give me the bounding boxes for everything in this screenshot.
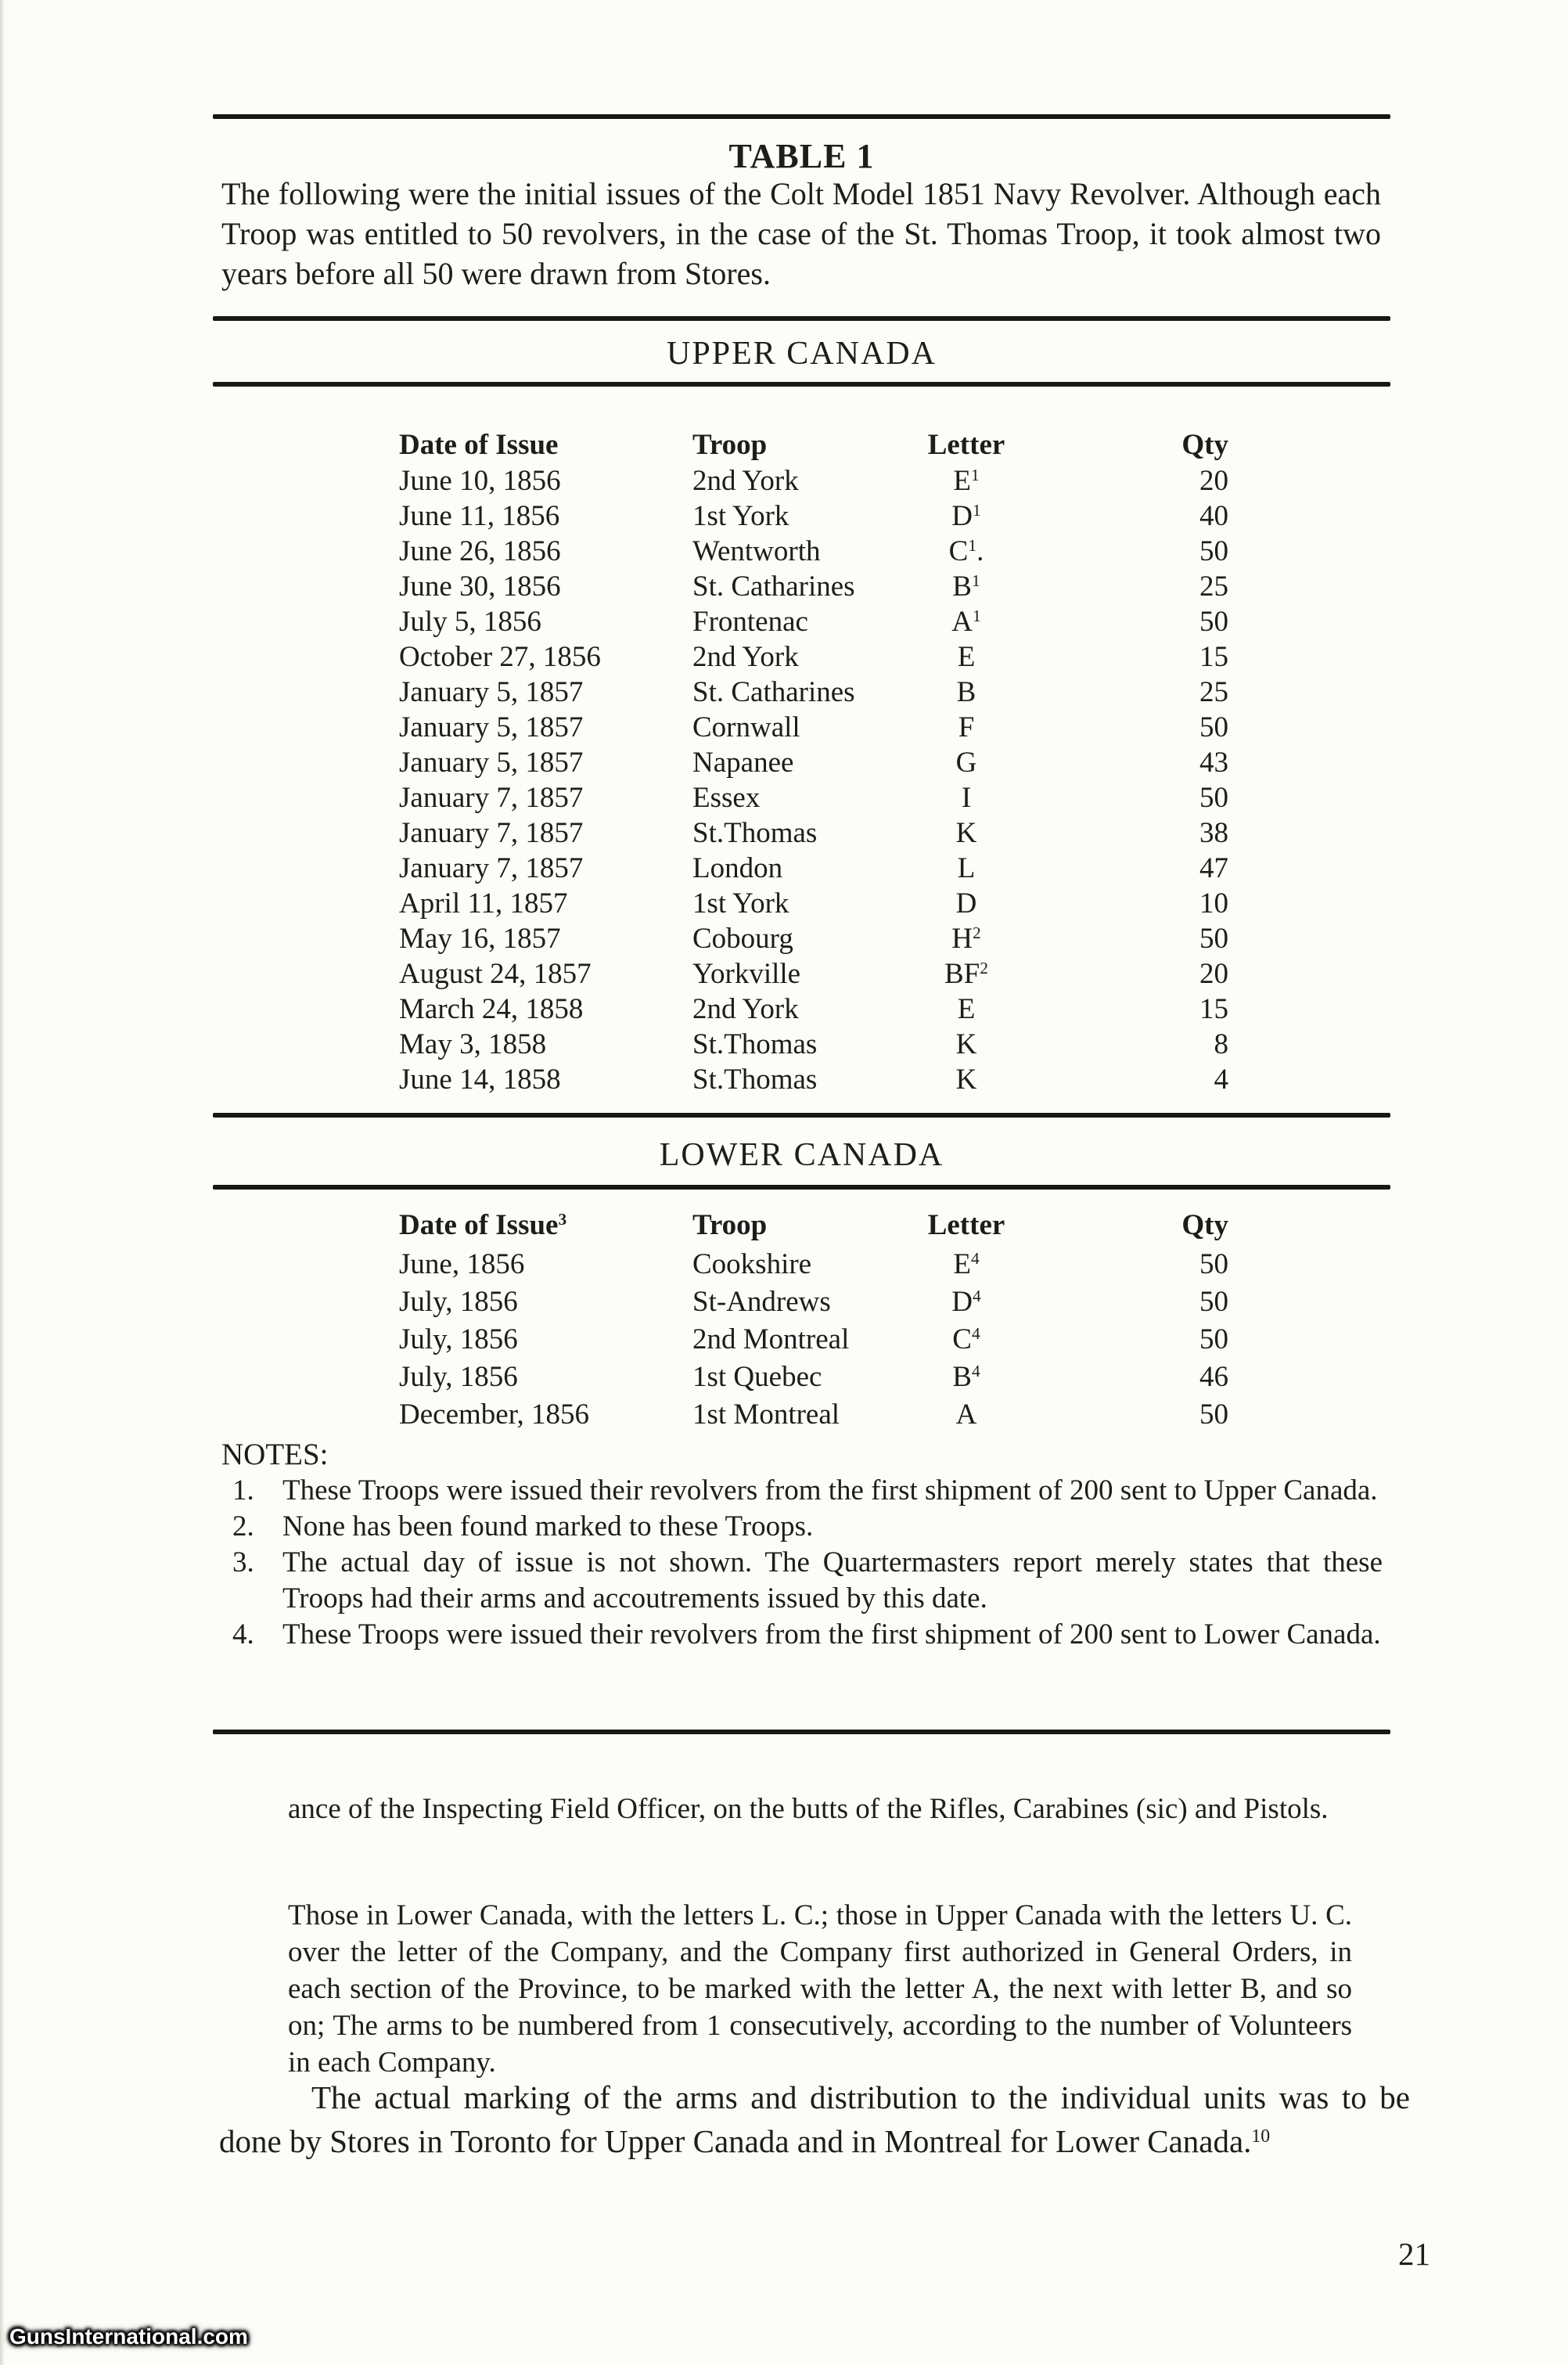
letter-text: E xyxy=(957,993,976,1025)
column-header-date xyxy=(399,1205,692,1246)
letter-text: K xyxy=(955,1064,977,1096)
troop-cell: 2nd York xyxy=(692,465,799,497)
table-row xyxy=(213,1283,1390,1321)
letter-text: I xyxy=(961,782,972,814)
note-item xyxy=(221,1545,1383,1617)
qty-cell: 15 xyxy=(1199,641,1228,673)
letter-text: D xyxy=(951,500,973,532)
note-item xyxy=(221,1473,1383,1509)
troop-cell: St.Thomas xyxy=(692,1064,818,1096)
note-item xyxy=(221,1617,1383,1653)
date-of-issue-cell: March 24, 1858 xyxy=(399,993,584,1025)
letter-text: D xyxy=(955,887,977,920)
date-of-issue-cell: June 30, 1856 xyxy=(399,571,561,603)
date-of-issue-cell: January 5, 1857 xyxy=(399,676,584,708)
letter-cell xyxy=(892,1359,1041,1396)
troop-cell: Cornwall xyxy=(692,711,800,743)
note-text: These Troops were issued their revolvers from the first shipment of 200 sent to Upper Canada. xyxy=(282,1474,1378,1506)
qty-cell: 15 xyxy=(1199,993,1228,1025)
letter-cell xyxy=(892,499,1041,534)
date-of-issue-cell: May 16, 1857 xyxy=(399,923,561,955)
table-row xyxy=(213,675,1390,710)
page-number: 21 xyxy=(1398,2236,1430,2272)
table-row xyxy=(213,1359,1390,1396)
note-number: 2. xyxy=(232,1510,254,1542)
letter-cell xyxy=(892,1062,1041,1097)
letter-text: K xyxy=(955,817,977,849)
troop-cell: 1st Montreal xyxy=(692,1398,840,1431)
letter-cell xyxy=(892,463,1041,499)
closing-text: The actual marking of the arms and distribution to the individual units was to be done by Stores in Toronto for Upper Canada and in Montreal for Lower Canada. xyxy=(219,2079,1410,2159)
letter-cell xyxy=(892,745,1041,780)
horizontal-rule-below-notes xyxy=(213,1730,1390,1734)
table-row xyxy=(213,604,1390,639)
lower-canada-table xyxy=(213,1205,1390,1434)
letter-cell xyxy=(892,851,1041,886)
date-of-issue-cell: June 14, 1858 xyxy=(399,1064,561,1096)
date-of-issue-cell: January 7, 1857 xyxy=(399,817,584,849)
date-of-issue-cell: July, 1856 xyxy=(399,1286,518,1318)
qty-cell: 10 xyxy=(1199,887,1228,920)
qty-cell: 20 xyxy=(1199,958,1228,990)
troop-cell: Napanee xyxy=(692,747,794,779)
troop-cell: Yorkville xyxy=(692,958,801,990)
note-number: 1. xyxy=(232,1474,254,1506)
letter-cell xyxy=(892,992,1041,1027)
watermark-gunsinternational: GunsInternational.com xyxy=(9,2324,248,2349)
table-row xyxy=(213,956,1390,992)
troop-cell: 1st Quebec xyxy=(692,1361,822,1393)
qty-cell: 46 xyxy=(1199,1361,1228,1393)
letter-text: B xyxy=(952,571,972,603)
qty-cell: 38 xyxy=(1199,817,1228,849)
note-number: 3. xyxy=(232,1546,254,1578)
date-of-issue-cell: October 27, 1856 xyxy=(399,641,601,673)
table-row xyxy=(213,815,1390,851)
table-row xyxy=(213,992,1390,1027)
date-of-issue-cell: January 7, 1857 xyxy=(399,852,584,884)
letter-superscript: 2 xyxy=(980,959,988,978)
date-of-issue-cell: June 11, 1856 xyxy=(399,500,560,532)
troop-cell: St.Thomas xyxy=(692,1028,818,1060)
letter-cell xyxy=(892,1246,1041,1283)
letter-cell xyxy=(892,780,1041,815)
letter-text: B xyxy=(956,676,976,708)
date-of-issue-cell: July, 1856 xyxy=(399,1323,518,1355)
troop-cell: Cookshire xyxy=(692,1248,812,1280)
table-title: TABLE 1 xyxy=(728,137,875,175)
note-text: These Troops were issued their revolvers from the first shipment of 200 sent to Lower Canada. xyxy=(282,1618,1381,1650)
letter-text: C xyxy=(952,1323,972,1355)
qty-cell: 50 xyxy=(1199,923,1228,955)
table-row xyxy=(213,710,1390,745)
table-row xyxy=(213,1396,1390,1434)
letter-cell xyxy=(892,604,1041,639)
letter-cell xyxy=(892,710,1041,745)
qty-cell: 25 xyxy=(1199,676,1228,708)
letter-cell xyxy=(892,1283,1041,1321)
column-header-date: Date of Issue xyxy=(399,429,559,461)
letter-cell xyxy=(892,1027,1041,1062)
letter-text: A xyxy=(951,606,973,638)
troop-cell: St. Catharines xyxy=(692,571,855,603)
table-row xyxy=(213,1321,1390,1359)
table-row xyxy=(213,1027,1390,1062)
troop-cell: St. Catharines xyxy=(692,676,855,708)
letter-suffix: . xyxy=(976,535,984,567)
letter-superscript: 1 xyxy=(970,466,980,485)
letter-text: H xyxy=(951,923,973,955)
letter-superscript: 4 xyxy=(970,1249,980,1269)
troop-cell: Cobourg xyxy=(692,923,793,955)
date-of-issue-cell: August 24, 1857 xyxy=(399,958,592,990)
table-row xyxy=(213,921,1390,956)
date-of-issue-cell: June, 1856 xyxy=(399,1248,525,1280)
letter-cell xyxy=(892,1321,1041,1359)
qty-cell: 50 xyxy=(1199,1323,1228,1355)
qty-cell: 20 xyxy=(1199,465,1228,497)
date-of-issue-cell: July 5, 1856 xyxy=(399,606,541,638)
letter-cell xyxy=(892,675,1041,710)
troop-cell: Essex xyxy=(692,782,761,814)
qty-cell: 43 xyxy=(1199,747,1228,779)
letter-cell xyxy=(892,1396,1041,1434)
notes-heading: NOTES: xyxy=(221,1438,329,1471)
table-row xyxy=(213,463,1390,499)
date-of-issue-cell: April 11, 1857 xyxy=(399,887,568,920)
column-header-troop: Troop xyxy=(692,1209,768,1241)
date-of-issue-cell: May 3, 1858 xyxy=(399,1028,547,1060)
letter-superscript: 2 xyxy=(973,923,981,943)
troop-cell: St-Andrews xyxy=(692,1286,831,1318)
letter-cell xyxy=(892,956,1041,992)
body-paragraph-continuation: ance of the Inspecting Field Officer, on the butts of the Rifles, Carabines (sic) and Pistols. xyxy=(288,1793,1329,1825)
qty-cell: 8 xyxy=(1214,1028,1228,1060)
table-row xyxy=(213,886,1390,921)
date-of-issue-cell: July, 1856 xyxy=(399,1361,518,1393)
letter-text: C xyxy=(948,535,969,567)
upper-canada-table xyxy=(213,427,1390,1097)
note-number: 4. xyxy=(232,1618,254,1650)
qty-cell: 50 xyxy=(1199,606,1228,638)
footnote-reference: 10 xyxy=(1251,2126,1271,2147)
letter-text: E xyxy=(957,641,976,673)
note-text: None has been found marked to these Troops. xyxy=(282,1510,814,1542)
table-row xyxy=(213,534,1390,569)
letter-superscript: 4 xyxy=(971,1362,980,1381)
letter-superscript: 1 xyxy=(973,501,981,520)
qty-cell: 50 xyxy=(1199,535,1228,567)
table-row xyxy=(213,499,1390,534)
date-of-issue-cell: December, 1856 xyxy=(399,1398,590,1431)
qty-cell: 50 xyxy=(1199,1286,1228,1318)
table-row xyxy=(213,639,1390,675)
intro-paragraph: The following were the initial issues of the Colt Model 1851 Navy Revolver. Although each Troop was entitled to 50 revolvers, in the case of the St. Thomas Troop, it took almost two years before all 50 were drawn from Stores. xyxy=(221,176,1381,291)
qty-cell: 50 xyxy=(1199,1248,1228,1280)
column-header-letter: Letter xyxy=(927,1209,1005,1241)
troop-cell: 2nd York xyxy=(692,993,799,1025)
column-header-troop: Troop xyxy=(692,429,768,461)
date-of-issue-cell: January 5, 1857 xyxy=(399,747,584,779)
qty-cell: 50 xyxy=(1199,1398,1228,1431)
note-text: The actual day of issue is not shown. The Quartermasters report merely states that these Troops had their arms and accoutrements issued by this date. xyxy=(282,1546,1383,1614)
table-row xyxy=(213,1062,1390,1097)
qty-cell: 47 xyxy=(1199,852,1228,884)
troop-cell: St.Thomas xyxy=(692,817,818,849)
date-header-superscript: 3 xyxy=(558,1210,567,1229)
letter-text: D xyxy=(951,1286,973,1318)
letter-superscript: 1 xyxy=(968,536,977,556)
table-row xyxy=(213,780,1390,815)
letter-cell xyxy=(892,815,1041,851)
section-header-upper-canada: UPPER CANADA xyxy=(667,336,937,372)
date-of-issue-cell: June 26, 1856 xyxy=(399,535,561,567)
letter-text: A xyxy=(955,1398,977,1431)
letter-cell xyxy=(892,921,1041,956)
letter-superscript: 4 xyxy=(973,1287,981,1306)
date-header-text: Date of Issue xyxy=(399,1209,559,1241)
letter-text: E xyxy=(953,1248,971,1280)
qty-cell: 25 xyxy=(1199,571,1228,603)
table-row xyxy=(213,569,1390,604)
lower-table-header-row xyxy=(213,1205,1390,1246)
letter-cell xyxy=(892,569,1041,604)
table-row xyxy=(213,1246,1390,1283)
troop-cell: London xyxy=(692,852,783,884)
letter-superscript: 4 xyxy=(971,1324,980,1344)
letter-superscript: 1 xyxy=(971,571,980,591)
troop-cell: Wentworth xyxy=(692,535,821,567)
troop-cell: 1st York xyxy=(692,887,789,920)
horizontal-rule-below-upper-canada xyxy=(213,382,1390,387)
horizontal-rule-above-lower-canada xyxy=(213,1113,1390,1118)
letter-cell xyxy=(892,639,1041,675)
date-of-issue-cell: January 5, 1857 xyxy=(399,711,584,743)
letter-text: BF xyxy=(944,958,980,990)
note-item xyxy=(221,1509,1383,1545)
column-header-qty: Qty xyxy=(1181,429,1228,461)
table-row xyxy=(213,851,1390,886)
qty-cell: 50 xyxy=(1199,711,1228,743)
date-of-issue-cell: January 7, 1857 xyxy=(399,782,584,814)
troop-cell: Frontenac xyxy=(692,606,808,638)
letter-text: L xyxy=(957,852,976,884)
letter-text: K xyxy=(955,1028,977,1060)
letter-cell xyxy=(892,886,1041,921)
qty-cell: 40 xyxy=(1199,500,1228,532)
horizontal-rule-above-upper-canada xyxy=(213,316,1390,321)
letter-superscript: 1 xyxy=(973,607,981,626)
letter-text: B xyxy=(952,1361,972,1393)
letter-text: G xyxy=(955,747,977,779)
table-row xyxy=(213,745,1390,780)
horizontal-rule-below-lower-canada xyxy=(213,1185,1390,1190)
qty-cell: 4 xyxy=(1214,1064,1228,1096)
scan-edge-shadow xyxy=(0,0,5,2365)
letter-text: E xyxy=(953,465,971,497)
troop-cell: 2nd York xyxy=(692,641,799,673)
column-header-letter: Letter xyxy=(927,429,1005,461)
column-header-qty: Qty xyxy=(1181,1209,1228,1241)
troop-cell: 2nd Montreal xyxy=(692,1323,850,1355)
horizontal-rule-top xyxy=(213,114,1390,119)
notes-section xyxy=(221,1437,1383,1653)
upper-table-header-row xyxy=(213,427,1390,463)
troop-cell: 1st York xyxy=(692,500,789,532)
body-paragraph-closing xyxy=(219,2075,1410,2163)
body-paragraph-marking-scheme: Those in Lower Canada, with the letters L. C.; those in Upper Canada with the letters U. C. over the letter of the Company, and the Company first authorized in General Orders, in each section of the Province, to be marked with the letter A, the next with letter B, and so on; The arms to be numbered from 1 consecutively, according to the number of Volunteers in each Company. xyxy=(288,1899,1352,2079)
section-header-lower-canada: LOWER CANADA xyxy=(659,1137,944,1173)
qty-cell: 50 xyxy=(1199,782,1228,814)
date-of-issue-cell: June 10, 1856 xyxy=(399,465,561,497)
letter-text: F xyxy=(958,711,975,743)
letter-cell xyxy=(892,534,1041,569)
